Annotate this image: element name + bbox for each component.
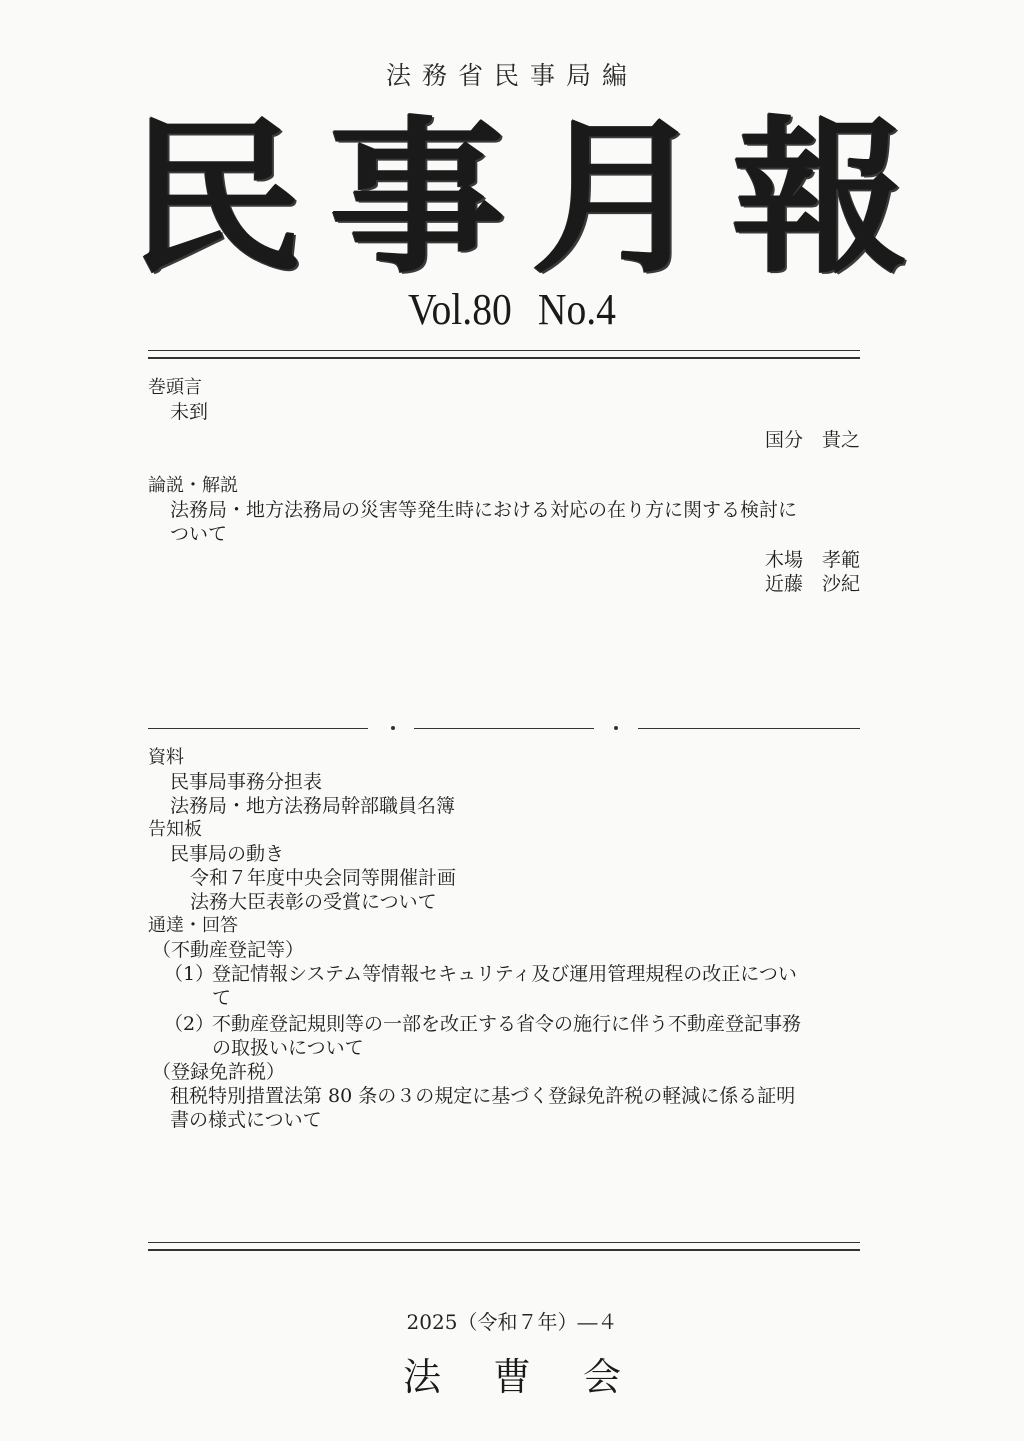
divider-segment (148, 728, 368, 729)
group-label: （不動産登記等） (152, 939, 305, 961)
subsection-heading: 民事局の動き (170, 843, 285, 865)
list-item-line: 不動産登記規則等の一部を改正する省令の施行に伴う不動産登記事務 (212, 1013, 802, 1035)
list-item-line: て (212, 987, 232, 1009)
list-item-line: 書の様式について (170, 1109, 322, 1131)
masthead-char: 民 (128, 99, 305, 296)
divider-segment (638, 728, 860, 729)
publisher-name: 法曹会 (402, 1355, 673, 1399)
article-author: 近藤 沙紀 (764, 573, 860, 595)
list-item: 法務大臣表彰の受賞について (190, 891, 437, 913)
group-label: （登録免許税） (152, 1061, 286, 1083)
masthead-title (128, 98, 908, 298)
section-divider (148, 724, 860, 734)
masthead-char: 報 (731, 99, 908, 296)
bottom-rule (148, 1242, 860, 1251)
list-item: 法務局・地方法務局幹部職員名簿 (170, 795, 456, 817)
divider-dot (391, 726, 395, 730)
list-item-line: の取扱いについて (212, 1037, 364, 1059)
issue-number: No.4 (537, 285, 616, 334)
list-item: 令和７年度中央会同等開催計画 (190, 867, 457, 889)
divider-dot (614, 726, 618, 730)
volume-number (51, 284, 973, 335)
list-item-line: 登記情報システム等情報セキュリティ及び運用管理規程の改正につい (212, 963, 797, 985)
section-heading-ronsetsu: 論説・解説 (148, 475, 238, 496)
issue-date: 2025（令和７年）―４ (406, 1310, 618, 1334)
section-heading-tsutatsu: 通達・回答 (148, 915, 238, 936)
top-rule (148, 350, 860, 359)
masthead-char: 月 (530, 99, 707, 296)
section-heading-kantogen: 巻頭言 (148, 377, 202, 398)
article-title-line: ついて (170, 523, 228, 545)
masthead-char: 事 (329, 99, 506, 296)
article-author: 木場 孝範 (764, 549, 860, 571)
item-number: （1） (164, 963, 215, 985)
divider-segment (414, 728, 594, 729)
article-title-line: 法務局・地方法務局の災害等発生時における対応の在り方に関する検討に (170, 499, 798, 521)
section-heading-kokuchiban: 告知板 (148, 819, 202, 840)
list-item: 民事局事務分担表 (170, 771, 323, 793)
list-item-line: 租税特別措置法第 80 条の３の規定に基づく登録免許税の軽減に係る証明 (170, 1085, 796, 1107)
editor-credit: 法務省民事局編 (385, 61, 638, 90)
section-heading-shiryo: 資料 (148, 747, 184, 768)
item-number: （2） (164, 1013, 215, 1035)
volume: Vol.80 (407, 285, 512, 334)
article-title: 未到 (170, 401, 209, 423)
article-author: 国分 貴之 (764, 429, 860, 451)
